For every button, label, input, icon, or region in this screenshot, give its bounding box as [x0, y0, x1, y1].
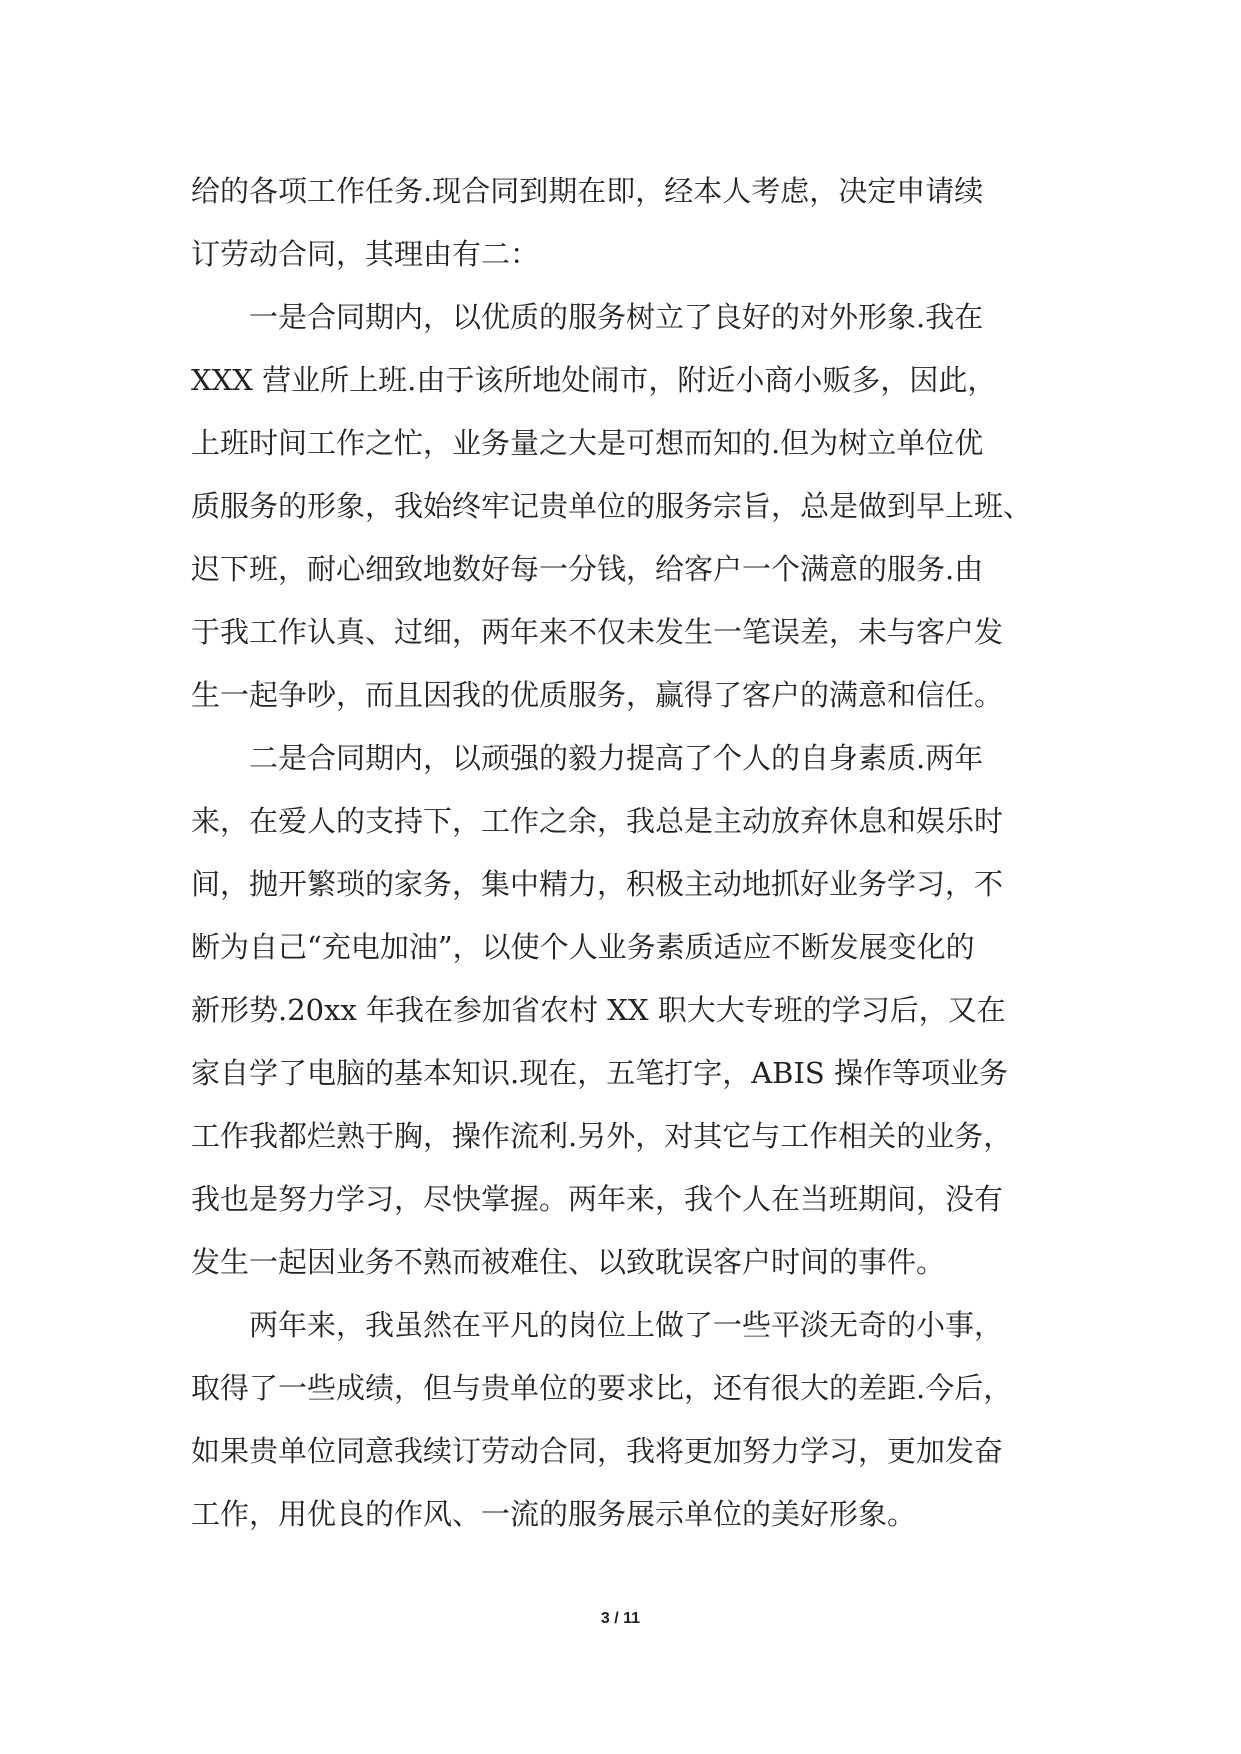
text-line: XXX 营业所上班.由于该所地处闹市，附近小商小贩多，因此， [191, 363, 997, 397]
text-line: 如果贵单位同意我续订劳动合同，我将更加努力学习，更加发奋 [191, 1434, 1004, 1468]
text-line: 上班时间工作之忙，业务量之大是可想而知的.但为树立单位优 [191, 426, 984, 460]
page-number: 3 / 11 [600, 1610, 641, 1627]
text-line: 质服务的形象，我始终牢记贵单位的服务宗旨，总是做到早上班、 [191, 489, 1033, 523]
text-line: 间，抛开繁琐的家务，集中精力，积极主动地抓好业务学习，不 [191, 867, 1004, 901]
text-line: 工作，用优良的作风、一流的服务展示单位的美好形象。 [191, 1497, 917, 1531]
text-line: 新形势.20xx 年我在参加省农村 XX 职大大专班的学习后，又在 [191, 993, 1006, 1027]
paragraph-first-line: 二是合同期内，以顽强的毅力提高了个人的自身素质.两年 [249, 741, 984, 775]
text-line: 我也是努力学习，尽快掌握。两年来，我个人在当班期间，没有 [191, 1182, 1004, 1216]
text-line: 迟下班，耐心细致地数好每一分钱，给客户一个满意的服务.由 [191, 552, 984, 586]
text-line: 发生一起因业务不熟而被难住、以致耽误客户时间的事件。 [191, 1245, 946, 1279]
text-line: 于我工作认真、过细，两年来不仅未发生一笔误差，未与客户发 [191, 615, 1004, 649]
text-line: 给的各项工作任务.现合同到期在即，经本人考虑，决定申请续 [191, 174, 984, 208]
paragraph-first-line: 两年来，我虽然在平凡的岗位上做了一些平淡无奇的小事， [249, 1308, 1004, 1342]
text-line: 生一起争吵，而且因我的优质服务，赢得了客户的满意和信任。 [191, 678, 1004, 712]
text-line: 断为自己“充电加油”，以使个人业务素质适应不断发展变化的 [191, 930, 975, 964]
text-line: 取得了一些成绩，但与贵单位的要求比，还有很大的差距.今后， [191, 1371, 1013, 1405]
text-line: 订劳动合同，其理由有二： [191, 237, 540, 271]
paragraph-first-line: 一是合同期内，以优质的服务树立了良好的对外形象.我在 [249, 300, 984, 334]
text-line: 来，在爱人的支持下，工作之余，我总是主动放弃休息和娱乐时 [191, 804, 1004, 838]
text-line: 家自学了电脑的基本知识.现在，五笔打字，ABIS 操作等项业务 [191, 1056, 1009, 1090]
text-line: 工作我都烂熟于胸，操作流利.另外，对其它与工作相关的业务， [191, 1119, 1013, 1153]
